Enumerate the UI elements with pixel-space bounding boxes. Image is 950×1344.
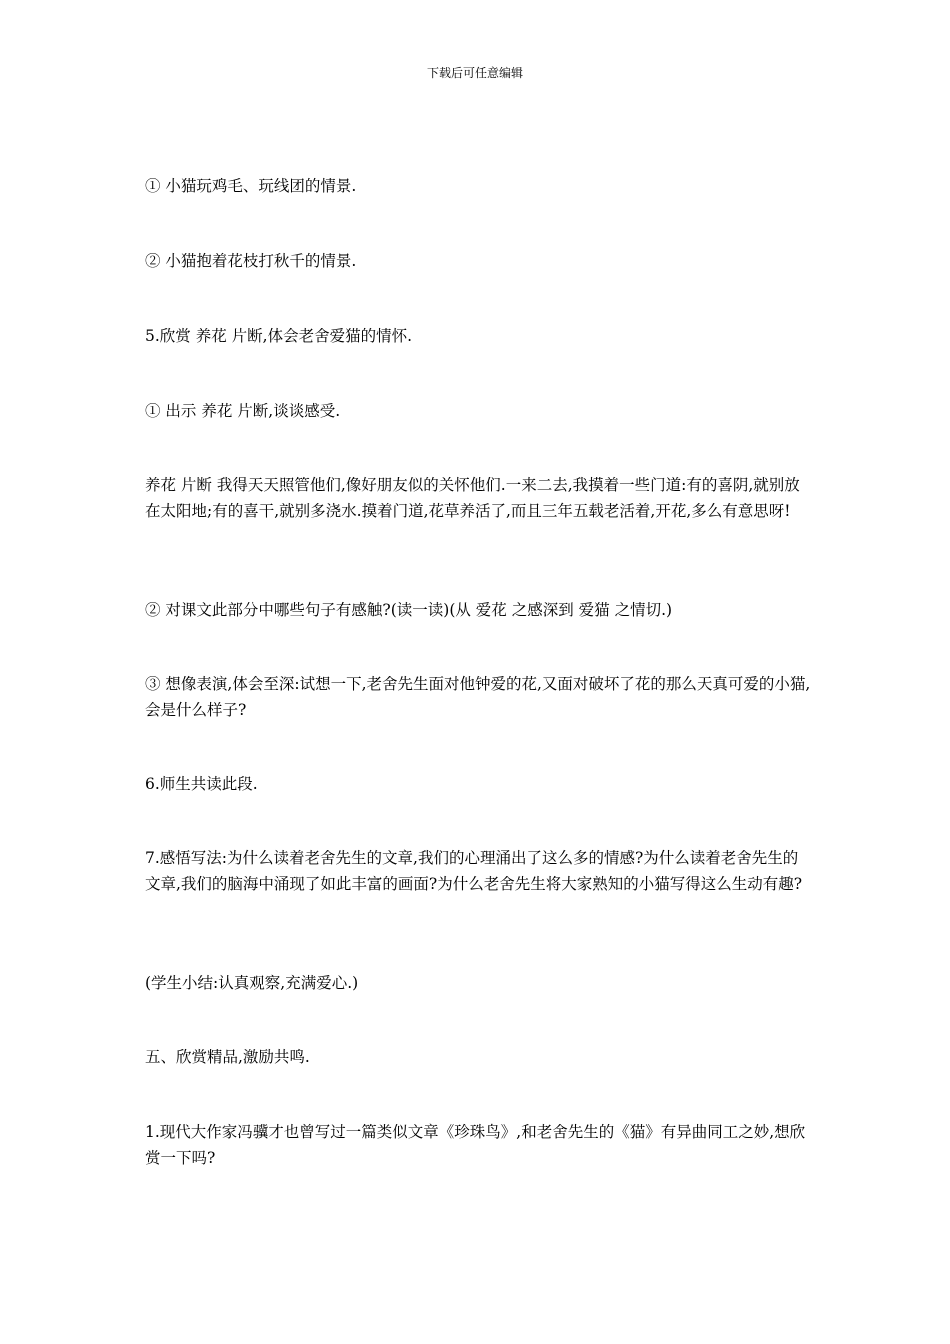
paragraph-item-6: 6.师生共读此段. <box>145 775 258 793</box>
page-header: 下载后可任意编辑 <box>426 66 523 80</box>
paragraph-show-excerpt: ① 出示 养花 片断,谈谈感受. <box>145 402 341 420</box>
paragraph-scene-feather: ① 小猫玩鸡毛、玩线团的情景. <box>145 177 357 195</box>
paragraph-imagine-act: ③ 想像表演,体会至深:试想一下,老舍先生面对他钟爱的花,又面对破坏了花的那么天真可爱的小猫,会是什么样子? <box>145 675 811 719</box>
paragraph-item-5: 5.欣赏 养花 片断,体会老舍爱猫的情怀. <box>145 327 412 345</box>
paragraph-student-summary: (学生小结:认真观察,充满爱心.) <box>145 974 359 992</box>
section-heading-5: 五、欣赏精品,激励共鸣. <box>145 1048 310 1066</box>
paragraph-item-7: 7.感悟写法:为什么读着老舍先生的文章,我们的心理涌出了这么多的情感?为什么读着老舍先生的文章,我们的脑海中涌现了如此丰富的画面?为什么老舍先生将大家熟知的小猫写得这么生动有趣? <box>145 849 803 893</box>
paragraph-pearl-bird: 1.现代大作家冯骥才也曾写过一篇类似文章《珍珠鸟》,和老舍先生的《猫》有异曲同工之妙,想欣赏一下吗? <box>145 1123 806 1167</box>
paragraph-excerpt-quote: 养花 片断 我得天天照管他们,像好朋友似的关怀他们.一来二去,我摸着一些门道:有的喜阴,就别放在太阳地;有的喜干,就别多浇水.摸着门道,花草养活了,而且三年五载老活着,开花,多么有意思呀! <box>145 476 800 520</box>
paragraph-scene-swing: ② 小猫抱着花枝打秋千的情景. <box>145 252 357 270</box>
paragraph-touching-sentences: ② 对课文此部分中哪些句子有感触?(读一读)(从 爱花 之感深到 爱猫 之情切.) <box>145 601 673 619</box>
